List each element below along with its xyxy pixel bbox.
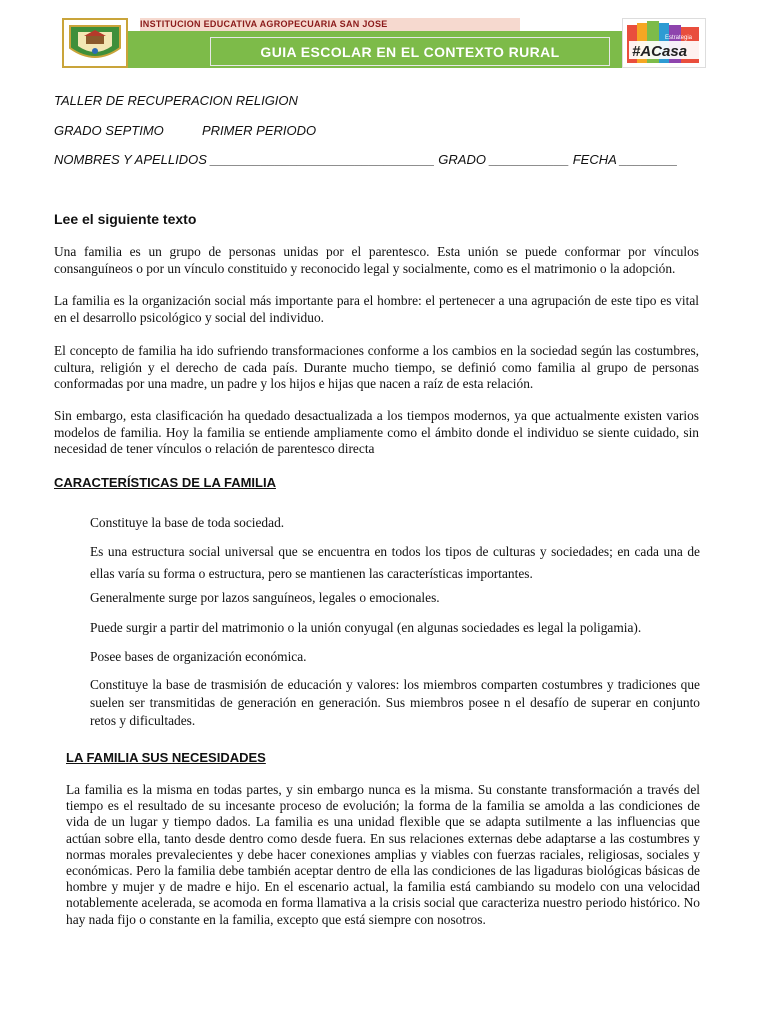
list-item [66,587,700,608]
school-crest-logo [62,18,128,68]
a-casa-logo-subtext: Estrategia [665,35,693,41]
list-item-text: Constituye la base de toda sociedad. [90,515,285,530]
list-item-text: Generalmente surge por lazos sanguíneos, legales o emocionales. [90,590,440,605]
period-label: PRIMER PERIODO [202,123,317,138]
list-item [66,617,700,638]
student-fields-line: NOMBRES Y APELLIDOS _______________________________ GRADO ___________ FECHA ________ [54,152,678,167]
paragraph-4: Sin embargo, esta clasificación ha quedado desactualizada a los tiempos modernos, ya que actualmente existen varios modelos de familia. Hoy la familia se entiende ampliamente como el ámbito donde el individuo se siente cuidado, sin necesidad de tener vínculos o relación de parentesco directa [54,408,699,457]
banner-title: GUIA ESCOLAR EN EL CONTEXTO RURAL [210,37,610,66]
section-title-needs: LA FAMILIA SUS NECESIDADES [66,750,266,765]
list-item [66,512,700,533]
needs-paragraph: La familia es la misma en todas partes, y sin embargo nunca es la misma. Su constante transformación a través del tiempo es el resultado de su incesante proceso de evolución; la forma de la familia se amolda a las condiciones de vida de un lugar y tiempo dados. La familia es una unidad flexible que se adapta sutilmente a las influencias que actúan sobre ella, tanto desde dentro como desde fuera. En sus relaciones externas debe adaptarse a las costumbres y normas morales prevalecientes y debe hacer conexiones amplias y viables con fuerzas raciales, religiosas, sociales y económicas. Pero la familia debe también aceptar dentro de ella las condiciones de las ligaduras biológicas básicas de hombre y mujer y de madre e hijo. En el escenario actual, la familia está cambiando su modelo con una velocidad notablemente acelerada, se acomoda en forma llamativa a la crisis social que caracteriza nuestro periodo histórico. No hay nada fijo o constante en la familia, excepto que está siempre con nosotros. [66,782,700,927]
a-casa-logo-text: #ACasa [632,43,688,60]
list-item-text: Posee bases de organización económica. [90,649,307,664]
section-title-characteristics: CARACTERÍSTICAS DE LA FAMILIA [54,475,276,490]
list-item [66,646,700,667]
grade-label: GRADO SEPTIMO [54,123,164,138]
list-item-text: Es una estructura social universal que se encuentra en todos los tipos de culturas y sociedades; en cada una de ellas varía su forma o estructura, pero se mantienen las características importantes. [90,544,700,581]
list-item [66,676,700,730]
a-casa-house-icon [623,19,705,67]
read-instruction: Lee el siguiente texto [54,211,197,227]
a-casa-logo [622,18,706,68]
list-item-text: Puede surgir a partir del matrimonio o la unión conyugal (en algunas sociedades es legal la poligamia). [90,620,642,635]
workshop-title: TALLER DE RECUPERACION RELIGION [54,93,298,108]
paragraph-3: El concepto de familia ha ido sufriendo transformaciones conforme a los cambios en la sociedad según las costumbres, cultura, religión y el derecho de cada país. Durante mucho tiempo, se definió como familia al grupo de personas conformadas por una madre, un padre y los hijos e hijas que nacen a raíz de esta relación. [54,343,699,392]
paragraph-1: Una familia es un grupo de personas unidas por el parentesco. Esta unión se puede conformar por vínculos consanguíneos o por un vínculo constituido y reconocido legal y socialmente, como es el matrimonio o la adopción. [54,244,699,276]
header-banner [62,18,706,68]
paragraph-2: La familia es la organización social más importante para el hombre: el pertenecer a una agrupación de este tipo es vital en el desarrollo psicológico y social del individuo. [54,293,699,325]
list-item-text: Constituye la base de trasmisión de educación y valores: los miembros comparten costumbres y tradiciones que suelen ser transmitidas de generación en generación. Sus miembros posee n el desafío de superar en conjunto retos y dificultades. [90,677,700,728]
school-crest-icon [64,20,126,66]
institution-name: INSTITUCION EDUCATIVA AGROPECUARIA SAN JOSE [140,18,520,31]
list-item [66,541,700,585]
